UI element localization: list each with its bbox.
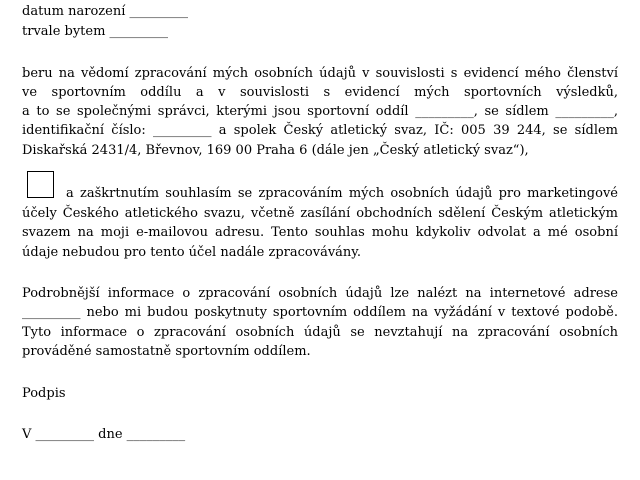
residence-line: trvale bytem _________	[22, 24, 169, 39]
text-line: a zaškrtnutím souhlasím se zpracováním mých osobních údajů pro marketingové	[66, 186, 618, 201]
text-line: a to se společnými správci, kterými jsou sportovní oddíl _________, se sídlem _________,	[22, 104, 618, 119]
text-line: svazem na moji e-mailovou adresu. Tento souhlas mohu kdykoliv odvolat a mé osobní	[22, 225, 618, 240]
text-line: účely Českého atletického svazu, včetně zasílání obchodních sdělení Českým atletickým	[22, 206, 618, 221]
text-line: údaje nebudou pro tento účel nadále zpracovávány.	[22, 245, 362, 260]
text-line: beru na vědomí zpracování mých osobních údajů v souvislosti s evidencí mého členství	[22, 66, 618, 81]
text-line: prováděné samostatně sportovním oddílem.	[22, 344, 311, 359]
text-line: Tyto informace o zpracování osobních údajů se nevztahují na zpracování osobních	[22, 325, 618, 340]
text-line: ve sportovním oddílu a v souvislosti s evidencí mých sportovních výsledků,	[22, 85, 618, 100]
text-line: Diskařská 2431/4, Břevnov, 169 00 Praha 6 (dále jen „Český atletický svaz“),	[22, 143, 529, 158]
signature-label: Podpis	[22, 386, 66, 401]
birth-date-line: datum narození _________	[22, 4, 188, 19]
marketing-consent-checkbox[interactable]	[27, 171, 54, 198]
text-line: identifikační číslo: _________ a spolek Český atletický svaz, IČ: 005 39 244, se sídlem	[22, 123, 618, 138]
text-line: Podrobnější informace o zpracování osobních údajů lze nalézt na internetové adrese	[22, 286, 618, 301]
place-date-line: V _________ dne _________	[22, 427, 186, 442]
text-line: _________ nebo mi budou poskytnuty sportovním oddílem na vyžádání v textové podobě.	[22, 305, 618, 320]
